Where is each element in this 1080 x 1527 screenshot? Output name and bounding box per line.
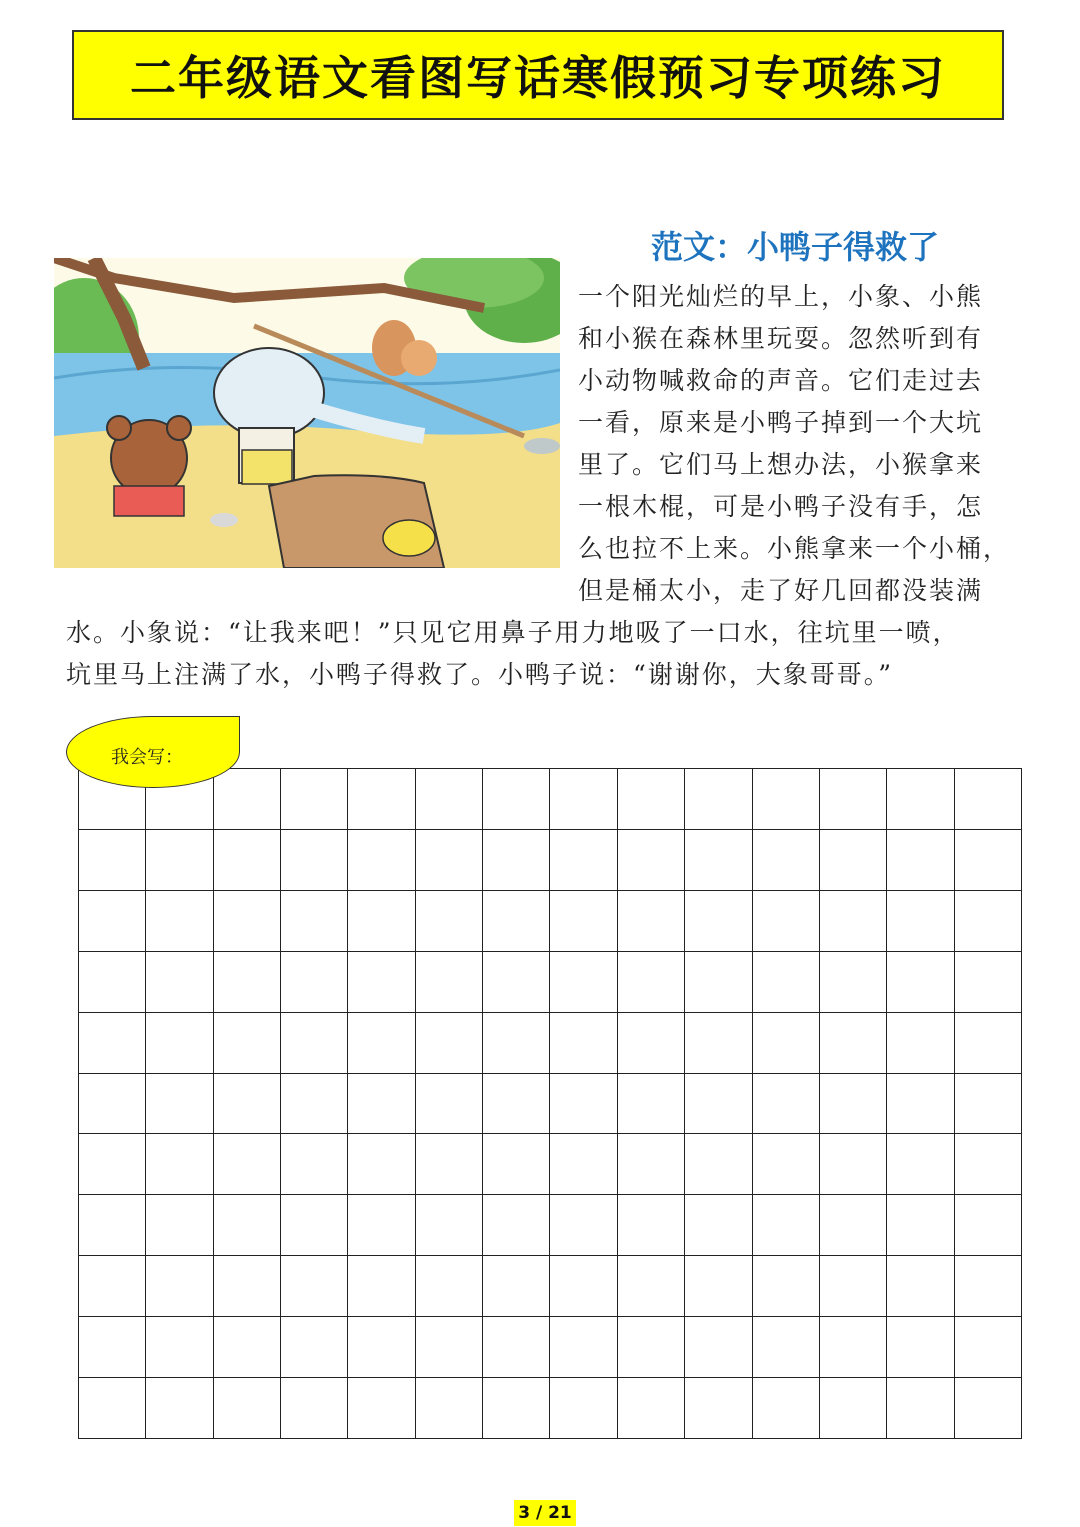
writing-cell[interactable]	[753, 952, 820, 1013]
writing-cell[interactable]	[550, 1378, 617, 1439]
writing-cell[interactable]	[214, 1317, 281, 1378]
writing-cell[interactable]	[146, 1195, 213, 1256]
writing-cell[interactable]	[685, 830, 752, 891]
writing-cell[interactable]	[887, 1317, 954, 1378]
writing-cell[interactable]	[348, 1195, 415, 1256]
writing-cell[interactable]	[79, 830, 146, 891]
writing-cell[interactable]	[955, 1074, 1022, 1135]
writing-cell[interactable]	[348, 1317, 415, 1378]
writing-cell[interactable]	[685, 1378, 752, 1439]
writing-cell[interactable]	[820, 769, 887, 830]
writing-cell[interactable]	[416, 952, 483, 1013]
writing-cell[interactable]	[820, 891, 887, 952]
article-line: 但是桶太小，走了好几回都没装满	[578, 576, 984, 605]
writing-cell[interactable]	[146, 1317, 213, 1378]
writing-cell[interactable]	[146, 830, 213, 891]
writing-cell[interactable]	[887, 1256, 954, 1317]
writing-cell[interactable]	[618, 891, 685, 952]
writing-cell[interactable]	[79, 1013, 146, 1074]
writing-cell[interactable]	[483, 952, 550, 1013]
writing-cell[interactable]	[416, 1256, 483, 1317]
writing-cell[interactable]	[214, 952, 281, 1013]
writing-cell[interactable]	[281, 1317, 348, 1378]
writing-cell[interactable]	[416, 769, 483, 830]
writing-cell[interactable]	[685, 952, 752, 1013]
writing-cell[interactable]	[483, 891, 550, 952]
writing-cell[interactable]	[685, 1074, 752, 1135]
writing-cell[interactable]	[820, 1256, 887, 1317]
writing-grid	[78, 768, 1022, 1439]
writing-cell[interactable]	[416, 1074, 483, 1135]
writing-cell[interactable]	[214, 891, 281, 952]
story-illustration	[54, 258, 560, 568]
page-number: 3 / 21	[514, 1500, 576, 1526]
writing-cell[interactable]	[820, 1013, 887, 1074]
writing-cell[interactable]	[955, 1378, 1022, 1439]
writing-cell[interactable]	[955, 952, 1022, 1013]
writing-cell[interactable]	[348, 1378, 415, 1439]
writing-cell[interactable]	[79, 1256, 146, 1317]
writing-cell[interactable]	[281, 952, 348, 1013]
article-line: 么也拉不上来。小熊拿来一个小桶，	[578, 534, 1011, 563]
writing-cell[interactable]	[348, 952, 415, 1013]
article-line: 一看，原来是小鸭子掉到一个大坑	[578, 408, 984, 437]
writing-cell[interactable]	[753, 1317, 820, 1378]
writing-cell[interactable]	[281, 769, 348, 830]
writing-cell[interactable]	[618, 1013, 685, 1074]
writing-cell[interactable]	[483, 1074, 550, 1135]
writing-cell[interactable]	[550, 1074, 617, 1135]
writing-cell[interactable]	[887, 952, 954, 1013]
writing-cell[interactable]	[348, 1134, 415, 1195]
writing-cell[interactable]	[146, 1378, 213, 1439]
writing-cell[interactable]	[550, 1134, 617, 1195]
writing-cell[interactable]	[887, 1074, 954, 1135]
writing-cell[interactable]	[955, 891, 1022, 952]
writing-cell[interactable]	[550, 769, 617, 830]
writing-cell[interactable]	[753, 891, 820, 952]
writing-cell[interactable]	[146, 1134, 213, 1195]
writing-cell[interactable]	[753, 1378, 820, 1439]
writing-cell[interactable]	[281, 1074, 348, 1135]
article-line: 小动物喊救命的声音。它们走过去	[578, 366, 984, 395]
writing-cell[interactable]	[618, 769, 685, 830]
writing-cell[interactable]	[955, 830, 1022, 891]
article-line: 一个阳光灿烂的早上，小象、小熊	[578, 282, 984, 311]
writing-cell[interactable]	[348, 769, 415, 830]
writing-cell[interactable]	[820, 1378, 887, 1439]
writing-cell[interactable]	[550, 830, 617, 891]
writing-cell[interactable]	[753, 1134, 820, 1195]
writing-cell[interactable]	[416, 1134, 483, 1195]
writing-cell[interactable]	[416, 830, 483, 891]
writing-cell[interactable]	[146, 1013, 213, 1074]
writing-cell[interactable]	[550, 1013, 617, 1074]
writing-cell[interactable]	[146, 1074, 213, 1135]
writing-cell[interactable]	[955, 1256, 1022, 1317]
writing-cell[interactable]	[416, 1378, 483, 1439]
writing-cell[interactable]	[281, 1195, 348, 1256]
writing-cell[interactable]	[550, 1317, 617, 1378]
writing-cell[interactable]	[685, 769, 752, 830]
writing-cell[interactable]	[348, 1256, 415, 1317]
writing-cell[interactable]	[887, 1013, 954, 1074]
writing-cell[interactable]	[348, 830, 415, 891]
article-title: 范文：小鸭子得救了	[650, 228, 939, 266]
writing-cell[interactable]	[416, 1013, 483, 1074]
writing-cell[interactable]	[483, 1013, 550, 1074]
writing-label-badge	[66, 716, 240, 788]
writing-cell[interactable]	[483, 1195, 550, 1256]
writing-cell[interactable]	[887, 891, 954, 952]
writing-cell[interactable]	[753, 1195, 820, 1256]
writing-cell[interactable]	[214, 1256, 281, 1317]
writing-cell[interactable]	[416, 891, 483, 952]
writing-cell[interactable]	[281, 891, 348, 952]
writing-cell[interactable]	[955, 1317, 1022, 1378]
writing-cell[interactable]	[618, 1378, 685, 1439]
writing-cell[interactable]	[753, 830, 820, 891]
article-line: 和小猴在森林里玩耍。忽然听到有	[578, 324, 984, 353]
writing-cell[interactable]	[348, 891, 415, 952]
article-line: 坑里马上注满了水，小鸭子得救了。小鸭子说：“谢谢你，大象哥哥。”	[66, 660, 894, 689]
writing-cell[interactable]	[618, 1317, 685, 1378]
writing-cell[interactable]	[214, 1074, 281, 1135]
writing-cell[interactable]	[753, 1074, 820, 1135]
writing-cell[interactable]	[348, 1013, 415, 1074]
writing-cell[interactable]	[955, 1013, 1022, 1074]
writing-cell[interactable]	[820, 952, 887, 1013]
writing-label: 我会写：	[111, 747, 183, 768]
writing-cell[interactable]	[618, 1134, 685, 1195]
writing-cell[interactable]	[753, 1256, 820, 1317]
writing-cell[interactable]	[955, 1134, 1022, 1195]
writing-cell[interactable]	[483, 1378, 550, 1439]
page-title: 二年级语文看图写话寒假预习专项练习	[130, 51, 946, 105]
writing-cell[interactable]	[416, 1195, 483, 1256]
writing-cell[interactable]	[146, 891, 213, 952]
writing-cell[interactable]	[618, 952, 685, 1013]
writing-cell[interactable]	[753, 769, 820, 830]
writing-cell[interactable]	[416, 1317, 483, 1378]
writing-cell[interactable]	[955, 1195, 1022, 1256]
article-text-beside-image	[578, 276, 1018, 612]
writing-cell[interactable]	[887, 830, 954, 891]
writing-cell[interactable]	[483, 1134, 550, 1195]
article-line: 里了。它们马上想办法，小猴拿来	[578, 450, 984, 479]
writing-cell[interactable]	[820, 1195, 887, 1256]
article-line: 一根木棍，可是小鸭子没有手，怎	[578, 492, 984, 521]
writing-cell[interactable]	[685, 1317, 752, 1378]
writing-cell[interactable]	[483, 769, 550, 830]
writing-cell[interactable]	[550, 891, 617, 952]
writing-cell[interactable]	[618, 1195, 685, 1256]
writing-cell[interactable]	[483, 1256, 550, 1317]
writing-cell[interactable]	[79, 891, 146, 952]
writing-cell[interactable]	[820, 1317, 887, 1378]
writing-cell[interactable]	[281, 1378, 348, 1439]
writing-cell[interactable]	[685, 891, 752, 952]
article-text-full-width	[66, 612, 1026, 696]
writing-cell[interactable]	[820, 830, 887, 891]
writing-cell[interactable]	[753, 1013, 820, 1074]
writing-cell[interactable]	[214, 1195, 281, 1256]
writing-cell[interactable]	[146, 952, 213, 1013]
writing-cell[interactable]	[685, 1134, 752, 1195]
writing-cell[interactable]	[820, 1134, 887, 1195]
writing-cell[interactable]	[483, 830, 550, 891]
writing-cell[interactable]	[79, 1134, 146, 1195]
writing-cell[interactable]	[214, 1134, 281, 1195]
writing-cell[interactable]	[550, 1195, 617, 1256]
writing-cell[interactable]	[483, 1317, 550, 1378]
writing-cell[interactable]	[214, 769, 281, 830]
writing-cell[interactable]	[618, 1256, 685, 1317]
writing-cell[interactable]	[281, 1134, 348, 1195]
writing-cell[interactable]	[281, 830, 348, 891]
article-line: 水。小象说：“让我来吧！”只见它用鼻子用力地吸了一口水，往坑里一喷，	[66, 618, 960, 647]
writing-cell[interactable]	[685, 1195, 752, 1256]
writing-cell[interactable]	[887, 1134, 954, 1195]
writing-cell[interactable]	[887, 1195, 954, 1256]
writing-cell[interactable]	[550, 952, 617, 1013]
writing-cell[interactable]	[820, 1074, 887, 1135]
writing-cell[interactable]	[214, 1378, 281, 1439]
writing-cell[interactable]	[79, 1074, 146, 1135]
writing-cell[interactable]	[79, 1317, 146, 1378]
writing-cell[interactable]	[685, 1256, 752, 1317]
writing-cell[interactable]	[214, 1013, 281, 1074]
writing-cell[interactable]	[146, 1256, 213, 1317]
writing-cell[interactable]	[618, 830, 685, 891]
writing-cell[interactable]	[79, 1195, 146, 1256]
writing-cell[interactable]	[887, 769, 954, 830]
writing-cell[interactable]	[79, 1378, 146, 1439]
writing-cell[interactable]	[685, 1013, 752, 1074]
title-banner	[72, 30, 1004, 120]
writing-cell[interactable]	[214, 830, 281, 891]
writing-cell[interactable]	[887, 1378, 954, 1439]
writing-cell[interactable]	[79, 952, 146, 1013]
writing-cell[interactable]	[281, 1256, 348, 1317]
writing-cell[interactable]	[281, 1013, 348, 1074]
writing-cell[interactable]	[550, 1256, 617, 1317]
writing-cell[interactable]	[955, 769, 1022, 830]
writing-cell[interactable]	[618, 1074, 685, 1135]
writing-cell[interactable]	[348, 1074, 415, 1135]
